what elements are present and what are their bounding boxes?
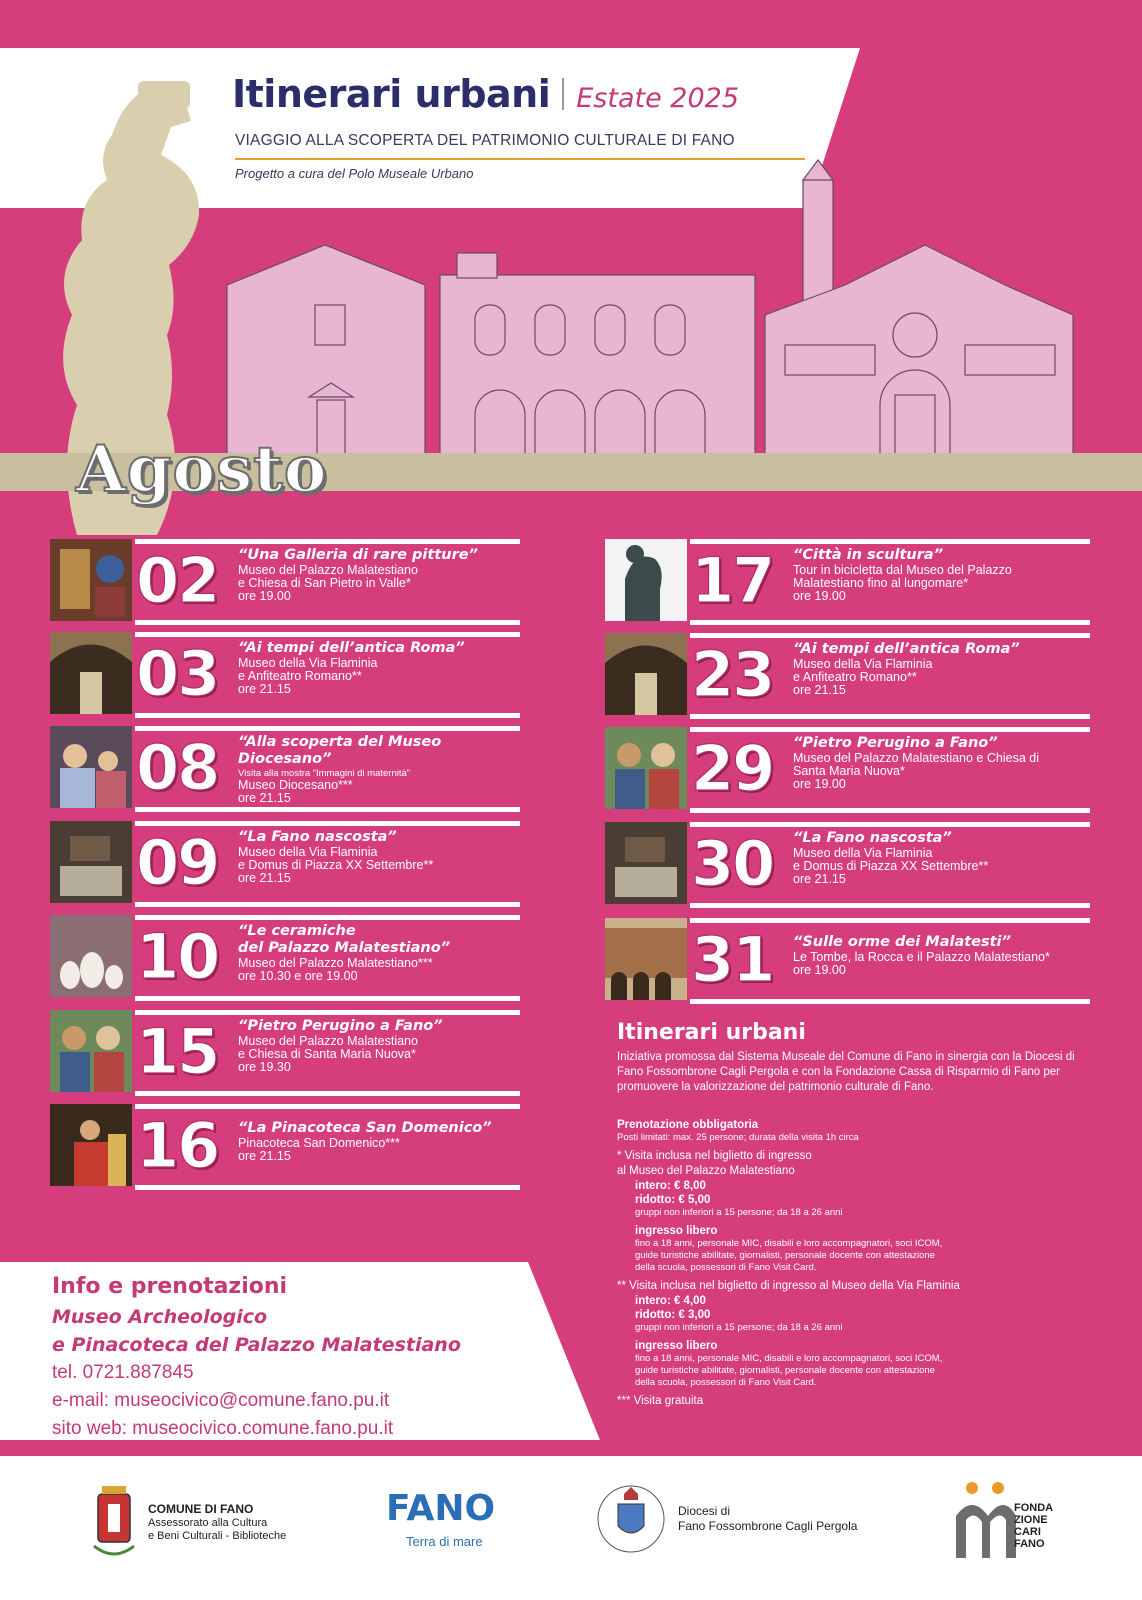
project-credit: Progetto a cura del Polo Museale Urbano: [235, 166, 474, 181]
info-website[interactable]: sito web: museocivico.comune.fano.pu.it: [52, 1418, 394, 1439]
event-place: Museo della Via Flaminia: [793, 657, 933, 671]
page-subtitle: VIAGGIO ALLA SCOPERTA DEL PATRIMONIO CULTURALE DI FANO: [235, 132, 735, 149]
star2-note: ** Visita inclusa nel biglietto di ingresso al Museo della Via Flaminia: [617, 1280, 960, 1292]
event-item[interactable]: [605, 539, 1090, 625]
event-day: 23: [691, 638, 774, 711]
diocesi-line: Fano Fossombrone Cagli Pergola: [678, 1519, 858, 1533]
booking-text: Posti limitati: max. 25 persone; durata della visita 1h circa: [617, 1132, 859, 1143]
event-rule: [135, 996, 520, 1001]
itinerari-heading: Itinerari urbani: [617, 1020, 806, 1045]
event-thumbnail: [605, 539, 687, 621]
event-item[interactable]: [50, 1104, 520, 1190]
event-place: Museo del Palazzo Malatestiano***: [238, 956, 433, 970]
event-title: “Una Galleria di rare pitture”: [238, 547, 478, 563]
event-time: ore 19.00: [793, 589, 846, 603]
fano-logo: FANO: [386, 1488, 496, 1529]
event-item[interactable]: [50, 539, 520, 625]
event-item[interactable]: [605, 918, 1090, 1004]
event-thumbnail: [50, 726, 132, 808]
event-item[interactable]: [50, 632, 520, 718]
event-item[interactable]: [50, 915, 520, 1001]
footer: [0, 1456, 1142, 1600]
event-day: 16: [136, 1109, 219, 1182]
booking-title: Prenotazione obbligatoria: [617, 1119, 759, 1131]
page-title: Itinerari urbani: [232, 72, 551, 116]
event-title: “Pietro Perugino a Fano”: [793, 735, 998, 751]
event-time: ore 21.15: [793, 683, 846, 697]
ridotto-note: gruppi non inferiori a 15 persone; da 18 a 26 anni: [635, 1207, 843, 1218]
event-item[interactable]: [605, 633, 1090, 719]
event-day: 02: [136, 544, 219, 617]
event-place: Museo della Via Flaminia: [793, 846, 933, 860]
star3-note: *** Visita gratuita: [617, 1395, 704, 1407]
event-title: “Ai tempi dell’antica Roma”: [793, 641, 1020, 657]
info-email[interactable]: e-mail: museocivico@comune.fano.pu.it: [52, 1390, 390, 1411]
event-time: ore 19.00: [793, 777, 846, 791]
info-museum: e Pinacoteca del Palazzo Malatestiano: [52, 1334, 461, 1356]
event-time: ore 21.15: [238, 791, 291, 805]
star1-note: * Visita inclusa nel biglietto di ingresso: [617, 1150, 812, 1162]
event-rule: [135, 713, 520, 718]
title-line: [232, 72, 739, 116]
fondazione-line: FONDA: [1014, 1502, 1054, 1514]
fondazione-logo-icon: [952, 1480, 1018, 1560]
diocesi-line: Diocesi di: [678, 1504, 731, 1518]
event-place: e Domus di Piazza XX Settembre**: [238, 858, 434, 872]
event-day: 30: [691, 827, 774, 900]
event-rule: [690, 620, 1090, 625]
event-title: “Città in scultura”: [793, 547, 944, 563]
event-rule: [690, 903, 1090, 908]
libero-line: della scuola, possessori di Fano Visit Card.: [635, 1377, 817, 1388]
libero-line: guide turistiche abilitate, giornalisti, personale docente con attestazione: [635, 1250, 935, 1261]
event-title: “La Fano nascosta”: [238, 829, 397, 845]
event-thumbnail: [50, 632, 132, 714]
event-thumbnail: [605, 918, 687, 1000]
event-place: Museo del Palazzo Malatestiano: [238, 563, 418, 577]
event-time: ore 10.30 e ore 19.00: [238, 969, 358, 983]
event-place: Museo del Palazzo Malatestiano: [238, 1034, 418, 1048]
event-place: e Anfiteatro Romano**: [238, 669, 362, 683]
event-item[interactable]: [605, 727, 1090, 813]
star1-note-cont: al Museo del Palazzo Malatestiano: [617, 1165, 795, 1177]
comune-title: COMUNE DI FANO: [148, 1502, 254, 1516]
event-place: Museo della Via Flaminia: [238, 656, 378, 670]
season-label: Estate 2025: [576, 83, 740, 114]
libero-line: della scuola, possessori di Fano Visit Card.: [635, 1262, 817, 1273]
event-place: Museo del Palazzo Malatestiano e Chiesa di: [793, 751, 1039, 765]
event-place: e Chiesa di San Pietro in Valle*: [238, 576, 411, 590]
event-thumbnail: [50, 1010, 132, 1092]
libero-line: guide turistiche abilitate, giornalisti, personale docente con attestazione: [635, 1365, 935, 1376]
price-intero: intero: € 4,00: [635, 1295, 706, 1307]
event-day: 08: [136, 731, 219, 804]
fondazione-line: FANO: [1014, 1538, 1045, 1550]
diocesi-emblem-icon: [596, 1482, 666, 1556]
itinerari-paragraph: Iniziativa promossa dal Sistema Museale del Comune di Fano in sinergia con la Diocesi di Fano Fossombrone Cagli Pergola e con la Fondazione Cassa di Risparmio di Fano per promuovere la valorizzazione del patrimonio culturale di Fano.: [617, 1051, 1075, 1093]
event-time: ore 21.15: [238, 682, 291, 696]
event-rule: [135, 807, 520, 812]
event-rule: [690, 808, 1090, 813]
event-title: “Sulle orme dei Malatesti”: [793, 934, 1011, 950]
ridotto-note: gruppi non inferiori a 15 persone; da 18 a 26 anni: [635, 1322, 843, 1333]
event-place: Santa Maria Nuova*: [793, 764, 905, 778]
event-day: 17: [691, 544, 774, 617]
event-place: Pinacoteca San Domenico***: [238, 1136, 400, 1150]
event-title: “La Fano nascosta”: [793, 830, 952, 846]
libero-title: ingresso libero: [635, 1340, 718, 1352]
event-thumbnail: [605, 633, 687, 715]
event-item[interactable]: [50, 821, 520, 907]
comune-line: e Beni Culturali - Biblioteche: [148, 1530, 287, 1542]
event-thumbnail: [50, 539, 132, 621]
event-thumbnail: [50, 1104, 132, 1186]
event-place: e Domus di Piazza XX Settembre**: [793, 859, 989, 873]
event-place: Museo Diocesano***: [238, 778, 353, 792]
event-thumbnail: [50, 915, 132, 997]
fondazione-line: ZIONE: [1014, 1514, 1048, 1526]
libero-line: fino a 18 anni, personale MIC, disabili e loro accompagnatori, soci ICOM,: [635, 1353, 943, 1364]
event-title: “Pietro Perugino a Fano”: [238, 1018, 443, 1034]
event-thumbnail: [605, 822, 687, 904]
event-day: 31: [691, 923, 774, 996]
event-time: ore 21.15: [238, 1149, 291, 1163]
event-title: “Alla scoperta del Museo Diocesano”: [238, 734, 442, 767]
event-place: Tour in bicicletta dal Museo del Palazzo: [793, 563, 1012, 577]
libero-line: fino a 18 anni, personale MIC, disabili e loro accompagnatori, soci ICOM,: [635, 1238, 943, 1249]
event-thumbnail: [605, 727, 687, 809]
event-rule: [135, 620, 520, 625]
event-rule: [135, 1091, 520, 1096]
comune-crest-icon: [90, 1484, 138, 1558]
price-ridotto: ridotto: € 5,00: [635, 1194, 711, 1206]
info-heading: Info e prenotazioni: [52, 1274, 288, 1299]
event-place: Malatestiano fino al lungomare*: [793, 576, 969, 590]
event-item[interactable]: [605, 822, 1090, 908]
event-time: ore 19.00: [238, 589, 291, 603]
event-time: ore 21.15: [238, 871, 291, 885]
title-divider: [562, 78, 564, 110]
event-time: ore 21.15: [793, 872, 846, 886]
comune-line: Assessorato alla Cultura: [148, 1517, 268, 1529]
event-place: e Chiesa di Santa Maria Nuova*: [238, 1047, 416, 1061]
event-title-cont: del Palazzo Malatestiano”: [238, 940, 451, 956]
libero-title: ingresso libero: [635, 1225, 718, 1237]
event-time: ore 19.00: [793, 963, 846, 977]
event-rule: [690, 714, 1090, 719]
fondazione-line: CARI: [1014, 1526, 1041, 1538]
info-phone[interactable]: tel. 0721.887845: [52, 1362, 194, 1383]
event-place: Le Tombe, la Rocca e il Palazzo Malatestiano*: [793, 950, 1050, 964]
event-rule: [135, 1185, 520, 1190]
event-place: e Anfiteatro Romano**: [793, 670, 917, 684]
event-day: 29: [691, 732, 774, 805]
buildings-illustration: [225, 155, 1105, 470]
event-item[interactable]: [50, 726, 520, 812]
fano-tagline: Terra di mare: [406, 1534, 483, 1549]
price-ridotto: ridotto: € 3,00: [635, 1309, 711, 1321]
event-day: 09: [136, 826, 219, 899]
event-time: ore 19.30: [238, 1060, 291, 1074]
info-museum: Museo Archeologico: [52, 1306, 268, 1328]
event-day: 03: [136, 637, 219, 710]
event-thumbnail: [50, 821, 132, 903]
event-rule: [690, 999, 1090, 1004]
month-title: Agosto: [76, 432, 328, 507]
event-title: “La Pinacoteca San Domenico”: [238, 1120, 492, 1136]
event-place: Museo della Via Flaminia: [238, 845, 378, 859]
event-note: Visita alla mostra “Immagini di maternità”: [238, 768, 410, 779]
event-rule: [135, 902, 520, 907]
event-title: “Ai tempi dell’antica Roma”: [238, 640, 465, 656]
event-day: 10: [136, 920, 219, 993]
event-title: “Le ceramiche: [238, 923, 356, 939]
event-item[interactable]: [50, 1010, 520, 1096]
event-day: 15: [136, 1015, 219, 1088]
price-intero: intero: € 8,00: [635, 1180, 706, 1192]
pricing-notes: [617, 1118, 1087, 1409]
